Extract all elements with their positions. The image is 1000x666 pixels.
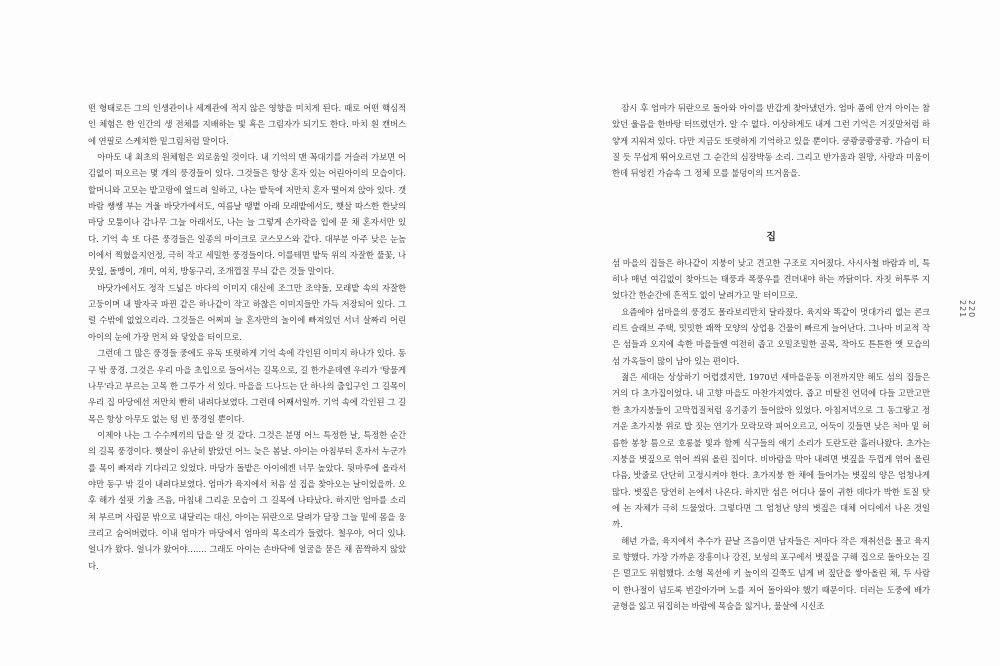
left-paragraph-1: 떤 형태로든 그의 인생관이나 세계관에 적지 않은 영향을 미치게 된다. 때로 어떤 핵심적인 체험은 한 인간의 생 전체를 지배하는 빛 혹은 그림자가 되기도 한다. 마치 흰 캔버스에 연필로 스케치한 밑그림처럼 말이다. [88, 103, 406, 146]
left-paragraph-5: 이제야 나는 그 수수께끼의 답을 알 것 같다. 그것은 분명 어느 특정한 날, 특정한 순간의 길목 풍경이다. 햇살이 유난히 밝았던 어느 늦은 봄날. 아이는 아침부터 혼자서 누군가를 목이 빠져라 기다리고 있었다. 마당가 돌밭은 아이에겐 너무 높았다. 뒷마루에 올라서야만 동구 밖 길이 내려다보였다. 엄마가 육지에서 처음 설 집을 찾아오는 날이었을까. 오후 해가 설핏 기울 즈음, 마침내 그리운 모습이 그 길목에 나타났다. 하지만 엄마를 소리쳐 부르며 사립문 밖으로 내달리는 대신, 아이는 뒤란으로 달려가 담장 그늘 밑에 몸을 웅크리고 숨어버렸다. 이내 엄마가 마당에서 엄마의 목소리가 들렸다. 철우야, 어디 있냐. 얼니가 왔다. 얼니가 왔어야……. 그래도 아이는 손바닥에 얼굴을 묻은 채 꼼짝하지 않았다. [88, 429, 406, 571]
right-page [612, 100, 930, 614]
right-paragraph-2: 섬 마을의 집들은 하나같이 지붕이 낮고 견고한 구조로 지어졌다. 사시사철 바람과 비, 특히나 매년 여김없이 찾아드는 태풍과 폭풍우를 견뎌내야 하는 까닭이다. 자칫 허투루 지었다간 한순간에 흔적도 없이 날려가고 말 터이므로. [612, 257, 930, 301]
right-paragraph-3: 요즘에야 섬마을의 풍경도 몰라보리만치 달라졌다. 육지와 똑같이 멋대가리 없는 콘크리트 슬래브 주택, 밋밋한 쾌짝 모양의 상업용 건물이 빠르게 늘어난다. 그나마 비교적 작은 섬들과 오지에 속한 마을들엔 여전히 좁고 오밀조밀한 골목, 작아도 튼튼한 옛 모습의 섬 가옥들이 많이 남아 있는 편이다. [612, 306, 930, 366]
right-paragraph-5: 해년 가을, 육지에서 추수가 끝날 즈음이면 남자들은 저마다 작은 재취선을 몰고 육지로 향했다. 가장 가까운 장흥이나 강진, 보성의 포구에서 볏짚을 구해 집으로 돌아오는 길은 멀고도 위험했다. 소형 목선에 키 높이의 길쭉도 넘게 벼 짚단을 쌓아올린 채, 두 사람이 한나절이 넘도록 번갈아가며 노를 저어 돌아와야 했기 때문이다. 더러는 도중에 배가 균형을 잃고 뒤집히는 바람에 목숨을 잃거나, 물살에 시신조 [612, 535, 930, 611]
left-page [88, 100, 406, 574]
left-paragraph-3: 바닷가에서도 정작 드넓은 바다의 이미지 대신에 조그만 조약돌, 모래밭 속의 자잘한 고둥이며 내 발자국 파뀐 같은 하나같이 작고 하찮은 이미지들만 가득 저장되어 있다. 그럴 수밖에 없었으리라. 그것들은 어쩌피 늘 혼자만의 놀이에 빠져있던 서너 살짜리 어린아이의 눈에 가장 먼저 와 닿았을 터이므로. [88, 282, 406, 342]
page-number-right: 221 [958, 300, 967, 319]
section-heading: 집 [766, 231, 776, 243]
right-paragraph-1: 잠시 후 엄마가 뒤란으로 돌아와 아이를 반갑게 찾아냈던가. 엄마 품에 안겨 아이는 참았던 울음을 한바탕 터뜨렸던가. 알 수 없다. 이상하게도 내게 그런 기억은 거짓말처럼 하얗게 지워져 있다. 다만 지금도 또렷하게 기억하고 있을 뿐이다. 쿵쾅쿵쾅쿵쾅. 가슴이 터질 듯 무섭게 뛰어오르던 그 순간의 심장박동 소리. 그리고 반가움과 원망, 사랑과 미움이 한데 뒤엉킨 가슴속 그 정체 모를 불덩이의 뜨거움을. [612, 103, 930, 179]
left-paragraph-2: 아마도 내 최초의 원체험은 외로움일 것이다. 내 기억의 맨 꼭대기를 거슬러 가보면 어김없이 떠오르는 몇 개의 풍경들이 있다. 그것들은 항상 혼자 있는 어린아이의 모습이다. 할머니와 고모는 밭고랑에 엎드려 일하고, 나는 밭둑에 저만치 혼자 떨어져 앉아 있다. 갯바람 쌩쌩 부는 겨울 바닷가에서도, 여름날 땡볕 아래 모래밭에서도, 햇살 따스한 한낮의 마당 모퉁이나 감나무 그늘 아래서도, 나는 늘 그렇게 손가락을 입에 문 채 혼자서만 있다. 기억 속 또 다른 풍경들은 일종의 마이크로 코스모스와 같다. 대부분 아주 낮은 눈높이에서 찍혔을지언정, 극히 작고 세밀한 풍경들이다. 이를테면 밭둑 위의 자잘한 풀꽃, 나뭇잎, 돌멩이, 개미, 여치, 방동구리, 조개껍질 무늬 같은 것들 말이다. [88, 152, 406, 277]
page-numbers [958, 300, 976, 319]
left-paragraph-4: 그런데 그 많은 풍경들 중에도 유독 또렷하게 기억 속에 각인된 이미지 하나가 있다. 동구 밖 풍경. 그것은 우리 마을 초입으로 들어서는 길목으로, 길 한가운데엔 우리가 '탕물게나무'라고 부르는 고목 한 그루가 서 있다. 마을을 드나드는 단 하나의 출입구인 그 길목이 우리 집 마당에선 저만치 빤히 내려다보였다. 그런데 어째서일까. 기억 속에 각인된 그 길목은 항상 아무도 없는 텅 빈 풍경일 뿐이다. [88, 348, 406, 424]
page-number-left: 220 [967, 300, 976, 319]
right-paragraph-4: 젊은 세대는 상상하기 어렵겠지만, 1970년 새마을운동 이전까지만 해도 섬의 집들은 거의 다 초가집이었다. 내 고향 마을도 마찬가지였다. 좁고 비탈진 언덕에 다들 고만고만한 초가지붕들이 고막껍질처럼 옹기종기 들어앉아 있었다. 아침저녁으로 그 동그랗고 정겨운 초가지붕 위로 밥 짓는 연기가 모락모락 피어오르고, 어둑이 깃들면 낮은 처마 밑 허름한 봉창 틈으로 호롱불 빛과 함께 식구들의 얘기 소리가 도란도란 흘러나왔다. 초가는 지붕을 볏짚으로 엮어 씌워 올린 집이다. 비바람을 막아 내려면 볏짚을 두껍게 엮어 올린 다음, 밧줄로 단단히 고정시켜야 한다. 초가지붕 한 채에 들어가는 볏짚의 양은 엄청나게 많다. 볏짚은 당연히 논에서 나온다. 하지만 섬은 어디나 물이 귀한 데다가 박한 토질 탓에 논 자체가 극히 드물었다. 그렇다면 그 엄청난 양의 볏짚은 대체 어디에서 나온 것일까. [612, 372, 930, 530]
